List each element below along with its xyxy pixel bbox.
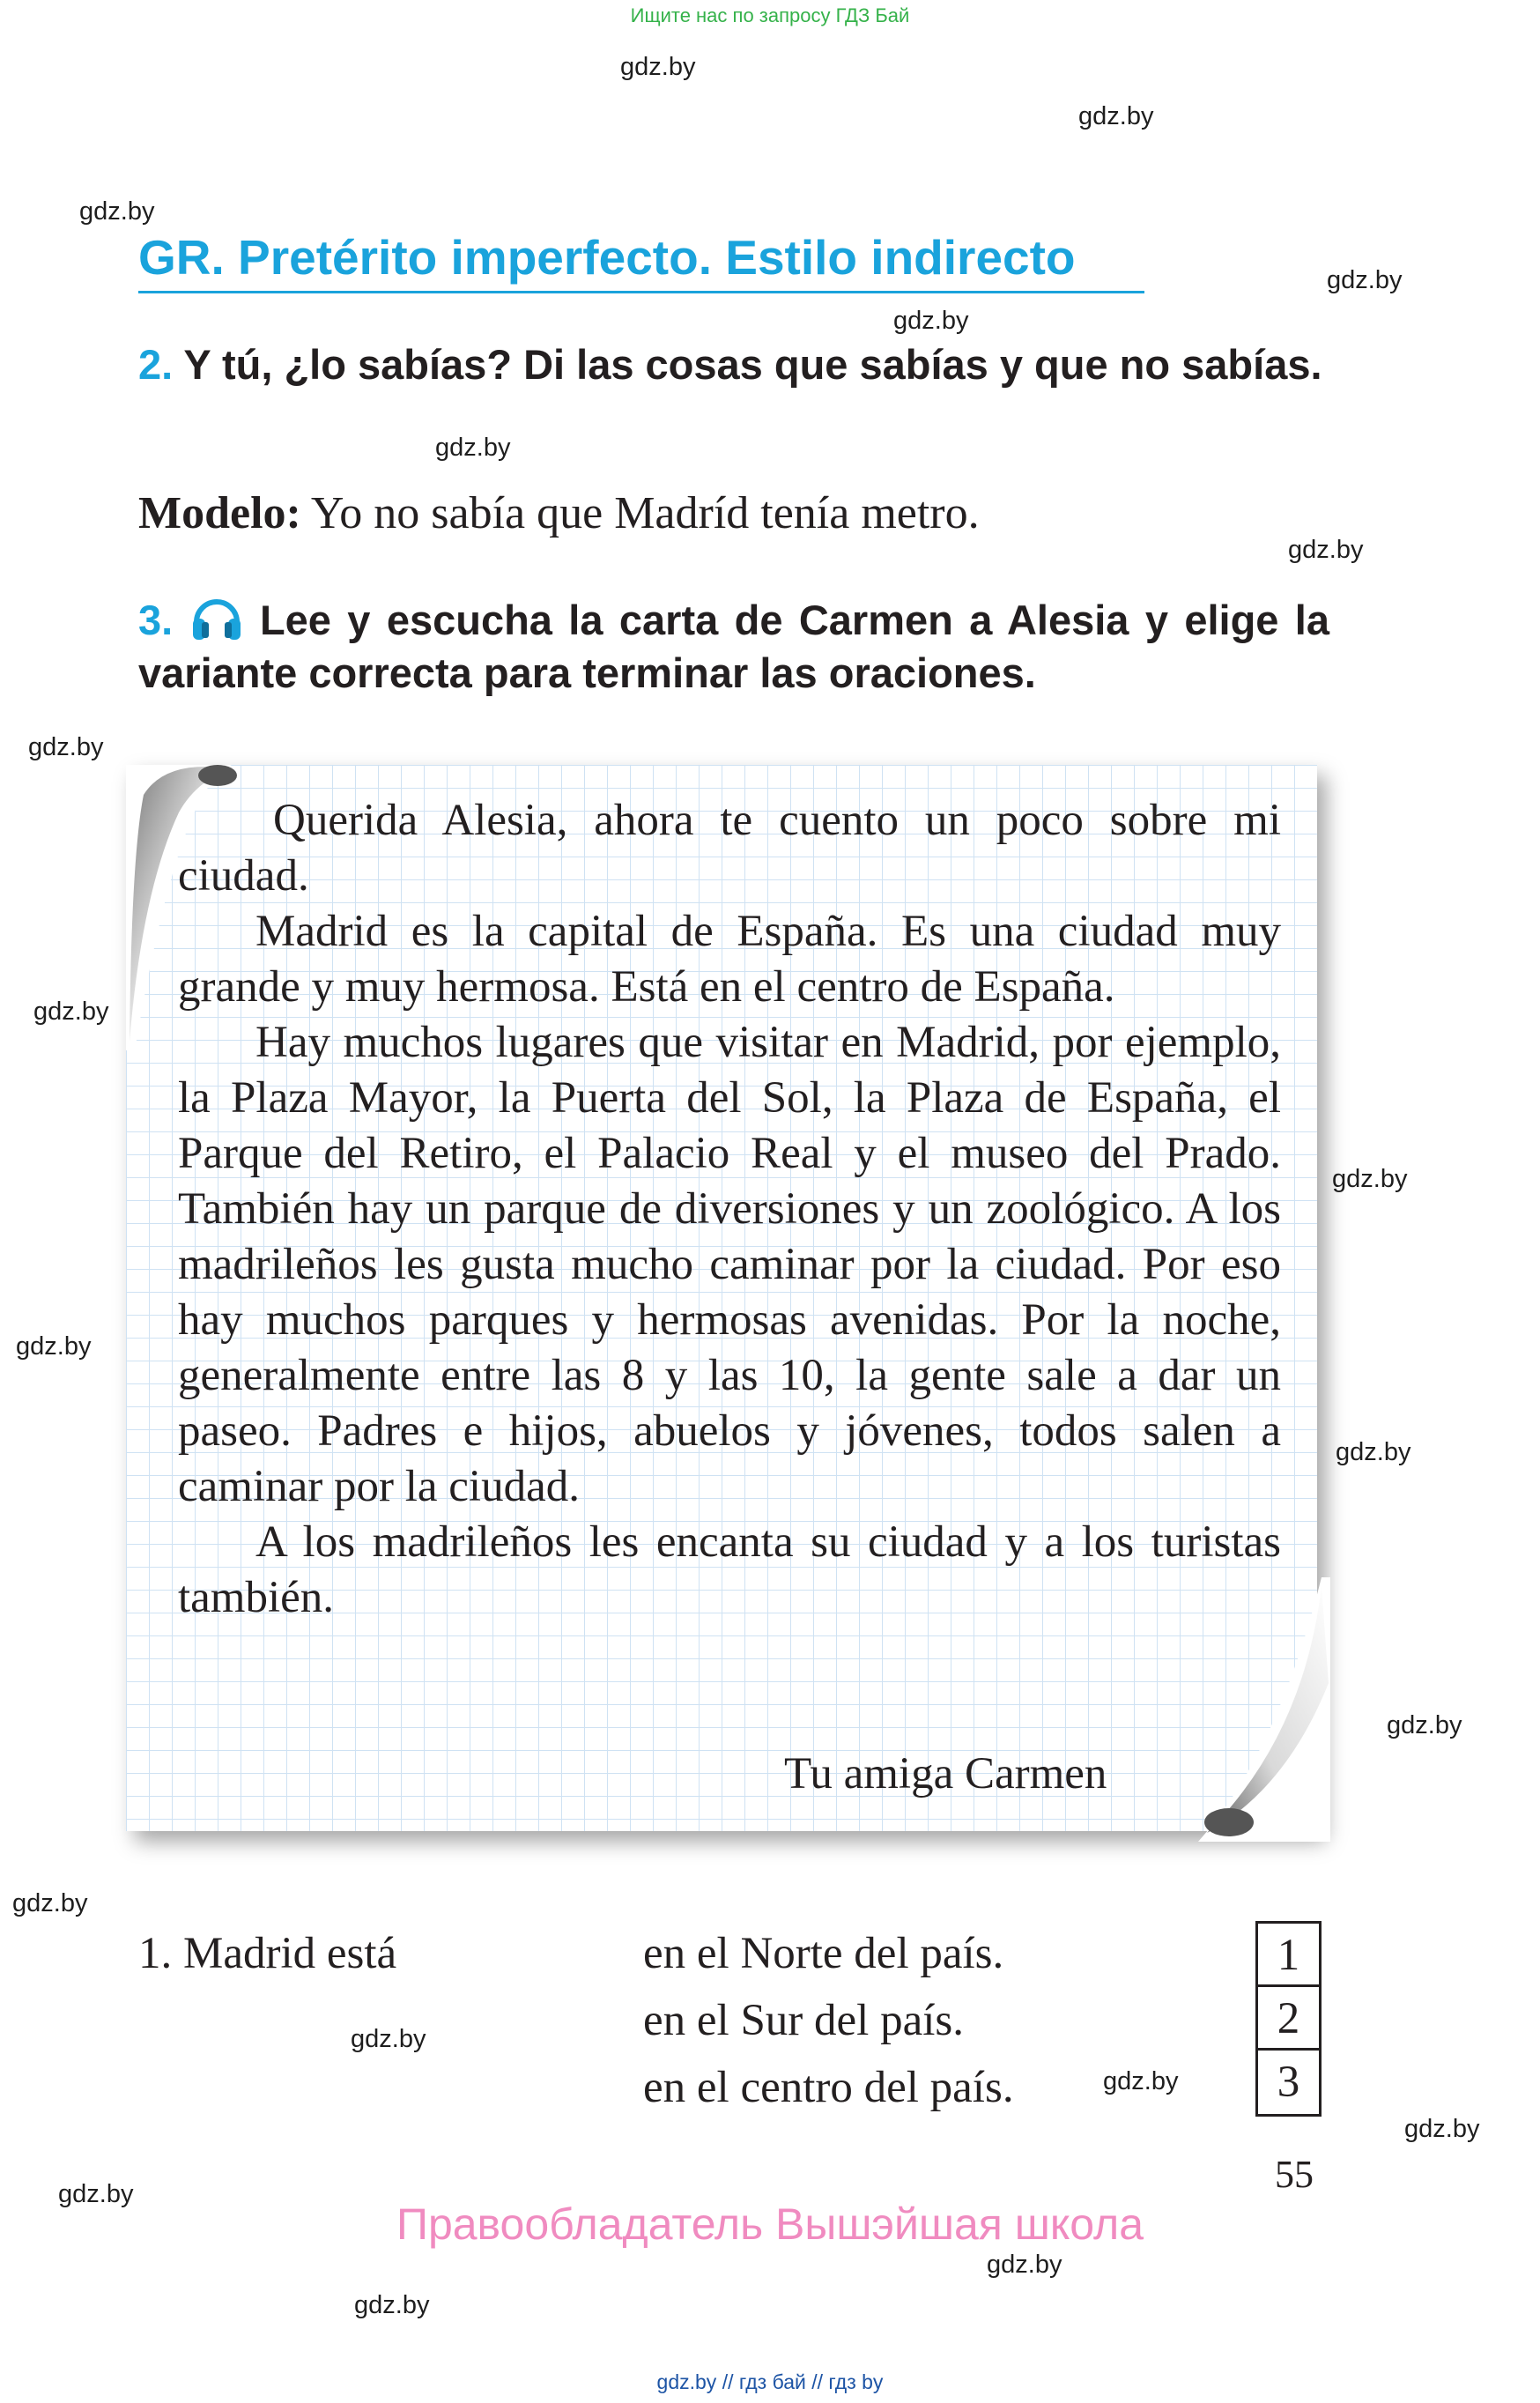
top-note: Ищите нас по запросу ГДЗ Бай xyxy=(630,4,910,26)
watermark: gdz.by xyxy=(33,998,109,1026)
watermark: gdz.by xyxy=(1404,2115,1480,2143)
task-3-number: 3. xyxy=(138,597,174,643)
task-3-text: Lee y escucha la carta de Carmen a Alesia y elige la variante correcta para terminar las oraciones. xyxy=(138,597,1329,696)
letter-signature: Tu amiga Carmen xyxy=(784,1749,1107,1799)
letter-paragraph: A los madrileños les encanta su ciudad y a los turistas también. xyxy=(178,1517,1281,1622)
watermark: gdz.by xyxy=(351,2025,426,2053)
footer-links[interactable]: gdz.by // гдз бай // гдз by xyxy=(656,2370,884,2393)
watermark: gdz.by xyxy=(1332,1165,1408,1193)
watermark: gdz.by xyxy=(435,434,511,462)
question-stem: 1. Madrid está xyxy=(138,1929,397,1978)
watermark: gdz.by xyxy=(58,2180,134,2208)
option-text: en el centro del país. xyxy=(643,2063,1014,2112)
copyright: Правообладатель Вышэйшая школа xyxy=(396,2199,1144,2249)
modelo-text: Yo no sabía que Madríd tenía metro. xyxy=(310,488,980,538)
option-box: 3 xyxy=(1255,2051,1322,2117)
modelo xyxy=(138,486,980,541)
watermark: gdz.by xyxy=(620,53,696,81)
option-text: en el Norte del país. xyxy=(643,1929,1004,1978)
watermark: gdz.by xyxy=(1288,536,1364,564)
watermark: gdz.by xyxy=(16,1332,92,1361)
section-title: GR. Pretérito imperfecto. Estilo indirecto xyxy=(138,227,1144,293)
watermark: gdz.by xyxy=(28,733,104,761)
task-2 xyxy=(138,338,1329,391)
letter-paragraph: Hay muchos lugares que visitar en Madrid, por ejemplo, la Plaza Mayor, la Puerta del Sol, la Plaza de España, el Parque del Retiro, el Palacio Real y el museo del Prado. También hay un parque de diversiones y un zoológico. A los madrileños les gusta mucho caminar por la ciudad. Por eso hay muchos parques y hermosas avenidas. Por la noche, generalmente entre las 8 y las 10, la gente sale a dar un paseo. Padres e hijos, abuelos y jóvenes, todos salen a caminar por la ciudad. xyxy=(178,1018,1281,1511)
watermark: gdz.by xyxy=(1327,266,1403,294)
letter-paragraph: Querida Alesia, ahora te cuento un poco sobre mi ciudad. xyxy=(178,796,1281,901)
headphones-icon xyxy=(189,592,244,642)
watermark: gdz.by xyxy=(12,1889,88,1917)
task-2-text: Y tú, ¿lo sabías? Di las cosas que sabías y que no sabías. xyxy=(183,341,1322,388)
letter-paragraph: Madrid es la capital de España. Es una ciudad muy grande y muy hermosa. Está en el centro de España. xyxy=(178,907,1281,1012)
option-text: en el Sur del país. xyxy=(643,1996,964,2045)
modelo-label: Modelo: xyxy=(138,488,301,538)
watermark: gdz.by xyxy=(1103,2067,1179,2095)
watermark: gdz.by xyxy=(987,2251,1062,2279)
watermark: gdz.by xyxy=(354,2291,430,2319)
watermark: gdz.by xyxy=(1078,102,1154,130)
option-box: 1 xyxy=(1255,1921,1322,1987)
watermark: gdz.by xyxy=(893,307,969,335)
task-3 xyxy=(138,592,1329,700)
option-box: 2 xyxy=(1255,1987,1322,2051)
watermark: gdz.by xyxy=(1336,1438,1411,1466)
watermark: gdz.by xyxy=(79,197,155,226)
task-2-number: 2. xyxy=(138,341,174,388)
watermark: gdz.by xyxy=(1387,1711,1462,1739)
letter-body xyxy=(178,793,1281,1626)
page-number: 55 xyxy=(1275,2153,1314,2196)
